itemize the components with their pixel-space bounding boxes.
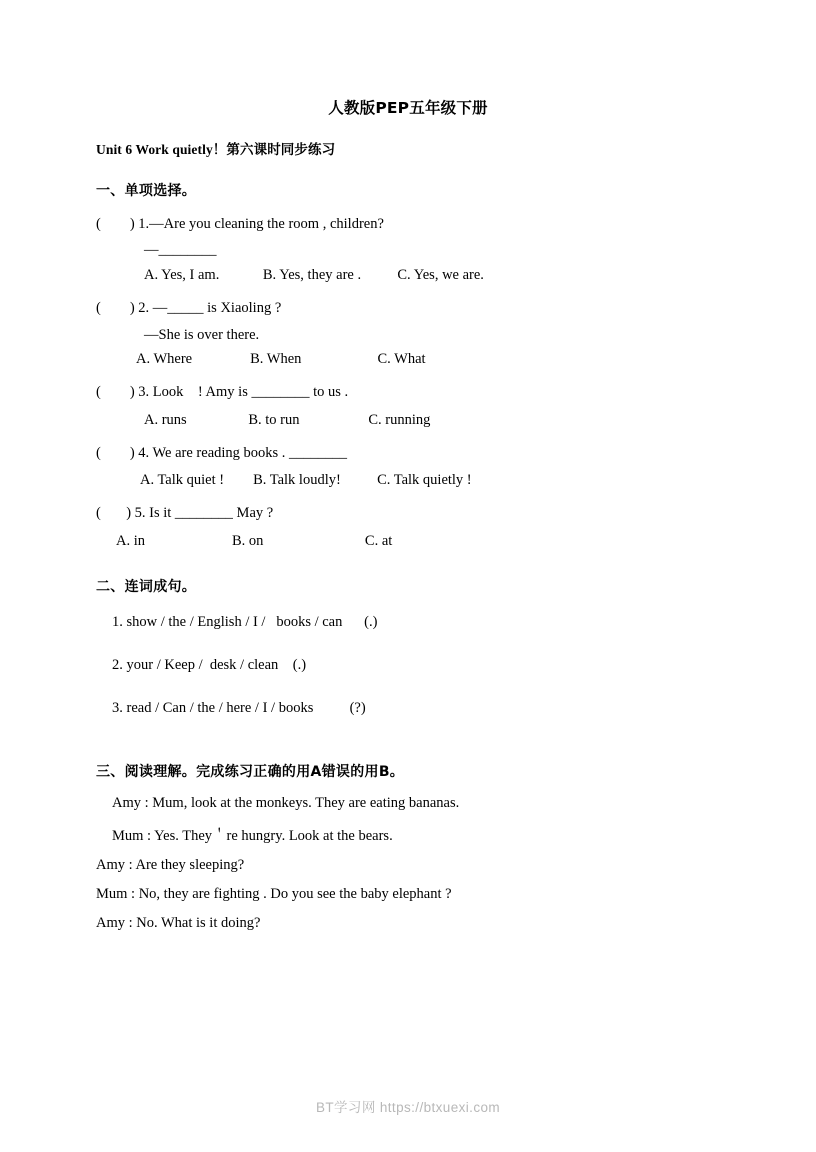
question-item (96, 502, 720, 549)
question-subline: —________ (144, 242, 217, 259)
section-heading-2: 二、连词成句。 (96, 578, 197, 595)
question-stem: ( ) 1.—Are you cleaning the room , children? (96, 216, 384, 232)
footer-watermark: BT学习网 https://btxuexi.com (315, 1100, 501, 1115)
section-heading-1: 一、单项选择。 (96, 183, 197, 199)
reading-passage (96, 795, 720, 932)
sentence-item: 1. show / the / English / I / books / can (.) (112, 613, 378, 630)
page-title: 人教版PEP五年级下册 (328, 99, 488, 117)
question-options: A. runs B. to run C. running (144, 411, 431, 428)
page-subtitle: Unit 6 Work quietly！第六课时同步练习 (96, 142, 336, 157)
question-subline: —She is over there. (144, 326, 260, 343)
reading-line: Mum : No, they are fighting . Do you see the baby elephant ? (96, 885, 452, 902)
question-options: A. in B. on C. at (116, 532, 393, 549)
question-item (96, 297, 720, 368)
question-item (96, 442, 720, 489)
sentence-item: 3. read / Can / the / here / I / books (?) (112, 699, 366, 716)
question-options: A. Yes, I am. B. Yes, they are . C. Yes, we are. (144, 267, 484, 284)
question-stem: ( ) 2. —_____ is Xiaoling ? (96, 300, 282, 317)
question-stem: ( ) 4. We are reading books . ________ (96, 444, 348, 461)
reading-line: Amy : Mum, look at the monkeys. They are eating bananas. (112, 794, 460, 811)
question-options: A. Where B. When C. What (136, 351, 426, 368)
question-item (96, 213, 720, 284)
question-stem: ( ) 5. Is it ________ May ? (96, 505, 274, 522)
question-item (96, 381, 720, 428)
worksheet-page (0, 96, 816, 1152)
reading-line: Mum : Yes. They＇re hungry. Look at the bears. (112, 827, 393, 844)
section-heading-3: 三、阅读理解。完成练习正确的用A错误的用B。 (96, 763, 405, 780)
reading-line: Amy : No. What is it doing? (96, 914, 261, 931)
reading-line: Amy : Are they sleeping? (96, 856, 245, 873)
sentence-item: 2. your / Keep / desk / clean (.) (112, 656, 307, 673)
question-stem: ( ) 3. Look ! Amy is ________ to us . (96, 384, 349, 401)
question-options: A. Talk quiet ! B. Talk loudly! C. Talk quietly ! (140, 472, 472, 489)
